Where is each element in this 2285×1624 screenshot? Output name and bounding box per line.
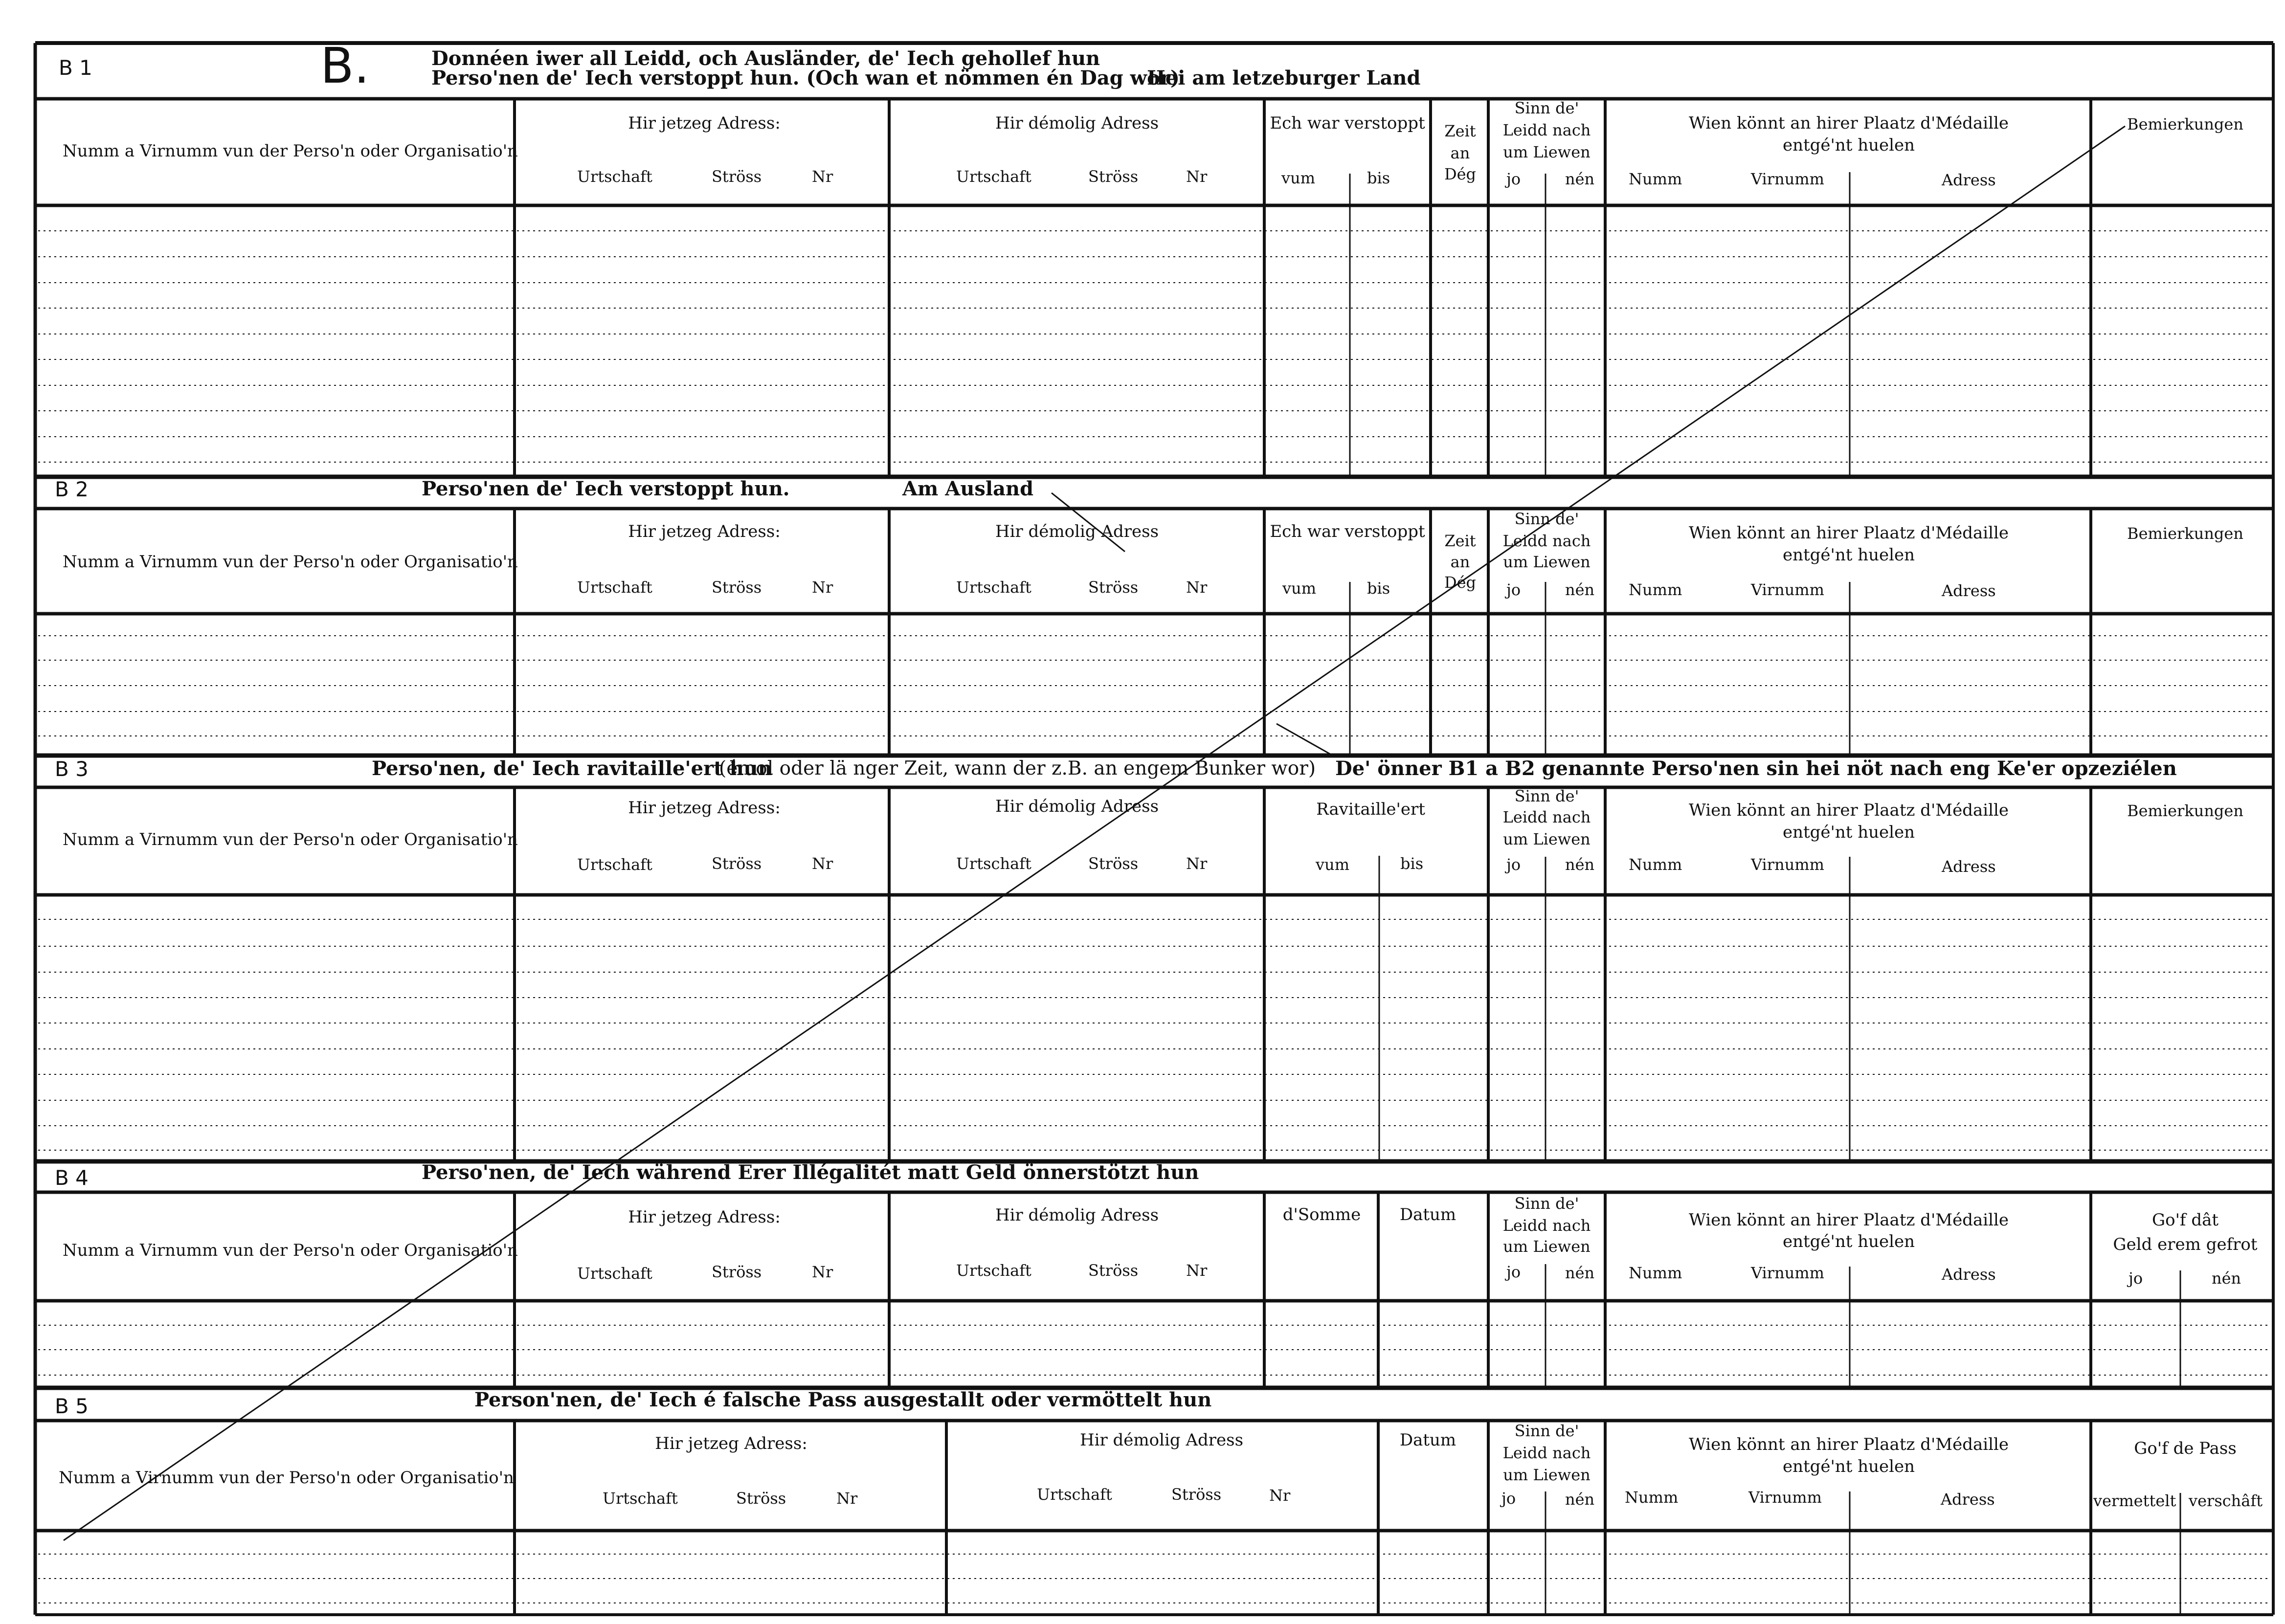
b2-remarks: Bemierkungen — [2127, 524, 2243, 543]
b4-gift-no: nén — [2212, 1269, 2241, 1288]
b4-current-number: Nr — [812, 1263, 833, 1281]
b5-mediated: vermettelt — [2093, 1491, 2176, 1510]
b1-former-street: Ströss — [1088, 167, 1139, 186]
b2-risk-line2: Leidd nach — [1502, 532, 1591, 550]
b4-name-column-header: Numm a Virnumm vun der Perso'n oder Organisatio'n — [63, 1241, 518, 1260]
b3-no: nén — [1565, 855, 1595, 874]
b4-former-number: Nr — [1186, 1261, 1208, 1280]
b2-to: bis — [1367, 579, 1390, 598]
b5-former-place: Urtschaft — [1037, 1485, 1112, 1504]
b3-to: bis — [1400, 854, 1424, 873]
b5-former-address-header: Hir démolig Adress — [1079, 1430, 1244, 1450]
b5-medal-line2: entgé'nt huelen — [1782, 1457, 1915, 1476]
b5-name-column-header: Numm a Virnumm vun der Perso'n oder Organisatio'n — [59, 1468, 514, 1488]
b2-former-address-header: Hir démolig Adress — [995, 522, 1159, 541]
b4-first-name: Numm — [1629, 1264, 1682, 1282]
section-b5-title-line1: Person'nen, de' Iech é falsche Pass ausgestallt oder vermöttelt hun — [474, 1388, 1212, 1411]
b3-former-number: Nr — [1186, 854, 1208, 873]
b5-pass-header: Go'f de Pass — [2134, 1439, 2237, 1458]
b1-medal-line1: Wien könnt an hirer Plaatz d'Médaille — [1688, 113, 2009, 133]
b1-former-place: Urtschaft — [956, 167, 1031, 186]
b4-gift-line1: Go'f dât — [2151, 1210, 2219, 1230]
section-b4-title-line1: Perso'nen, de' Iech während Erer Illégalitét matt Geld önnerstötzt hun — [422, 1161, 1199, 1184]
b5-risk-line1: Sinn de' — [1514, 1422, 1579, 1440]
b3-risk-line2: Leidd nach — [1502, 808, 1591, 826]
b4-current-address-header: Hir jetzeg Adress: — [628, 1207, 781, 1227]
section-b3-title-line2: (émol oder lä nger Zeit, wann der z.B. an engem Bunker wor) — [719, 757, 1316, 779]
b1-no: nén — [1565, 170, 1595, 188]
b1-last-name: Virnumm — [1751, 170, 1824, 188]
b5-former-number: Nr — [1269, 1486, 1291, 1505]
b1-yes: jo — [1506, 170, 1521, 188]
b1-current-place: Urtschaft — [577, 167, 652, 186]
b3-former-place: Urtschaft — [956, 854, 1031, 873]
b5-yes: jo — [1501, 1489, 1516, 1508]
b2-risk-line3: um Liewen — [1503, 553, 1591, 571]
b4-yes: jo — [1506, 1263, 1521, 1281]
b2-current-number: Nr — [812, 578, 833, 597]
b4-former-address-header: Hir démolig Adress — [995, 1205, 1159, 1225]
b1-time-line2: an — [1450, 144, 1470, 162]
section-b5-label: B 5 — [55, 1394, 89, 1418]
b4-sum-header: d'Somme — [1282, 1205, 1361, 1224]
b2-hidden-header: Ech war verstoppt — [1270, 522, 1425, 541]
b5-medal-line1: Wien könnt an hirer Plaatz d'Médaille — [1688, 1435, 2009, 1454]
b4-risk-line2: Leidd nach — [1502, 1216, 1591, 1235]
b2-current-address-header: Hir jetzeg Adress: — [628, 522, 781, 541]
section-b2-label: B 2 — [55, 477, 89, 501]
b1-time-line3: Dég — [1444, 165, 1477, 183]
b2-medal-line2: entgé'nt huelen — [1782, 545, 1915, 565]
b5-current-number: Nr — [836, 1489, 858, 1508]
b5-risk-line3: um Liewen — [1503, 1466, 1591, 1484]
b2-time-line3: Dég — [1444, 573, 1477, 592]
b4-date-header: Datum — [1399, 1205, 1456, 1224]
b5-current-address-header: Hir jetzeg Adress: — [655, 1434, 807, 1453]
b5-current-street: Ströss — [736, 1489, 786, 1508]
b3-former-street: Ströss — [1088, 854, 1139, 873]
section-b1-label: B 1 — [59, 56, 92, 80]
b5-last-name: Virnumm — [1748, 1488, 1822, 1507]
section-b3-title-line1: Perso'nen, de' Iech ravitaille'ert hun — [372, 757, 772, 780]
b4-risk-line1: Sinn de' — [1514, 1194, 1579, 1213]
b1-hidden-header: Ech war verstoppt — [1270, 113, 1425, 133]
b4-medal-line2: entgé'nt huelen — [1782, 1232, 1915, 1251]
b2-from: vum — [1282, 579, 1317, 598]
b3-address: Adress — [1942, 857, 1996, 876]
section-b3-title-line3: De' önner B1 a B2 genannte Perso'nen sin hei nöt nach eng Ke'er opzeziélen — [1335, 757, 2177, 780]
b2-current-place: Urtschaft — [577, 578, 652, 597]
b1-current-number: Nr — [812, 167, 833, 186]
b1-address: Adress — [1942, 171, 1996, 189]
b4-medal-line1: Wien könnt an hirer Plaatz d'Médaille — [1688, 1210, 2009, 1230]
section-b2-title-line2: Am Ausland — [902, 477, 1034, 500]
b3-current-street: Ströss — [712, 854, 762, 873]
b2-address: Adress — [1942, 581, 1996, 600]
b3-risk-line1: Sinn de' — [1514, 787, 1579, 805]
section-b4-label: B 4 — [55, 1166, 89, 1190]
b2-former-street: Ströss — [1088, 578, 1139, 597]
b2-former-number: Nr — [1186, 578, 1208, 597]
pen-mark — [1277, 724, 1333, 756]
b2-current-street: Ströss — [712, 578, 762, 597]
b4-former-place: Urtschaft — [956, 1261, 1031, 1280]
b2-last-name: Virnumm — [1751, 580, 1824, 599]
b5-date-header: Datum — [1399, 1430, 1456, 1450]
b3-remarks: Bemierkungen — [2127, 801, 2243, 820]
b1-time-line1: Zeit — [1444, 122, 1476, 140]
b4-no: nén — [1565, 1264, 1595, 1282]
b5-procured: verschâft — [2189, 1491, 2263, 1510]
b3-medal-line2: entgé'nt huelen — [1782, 823, 1915, 842]
b4-risk-line3: um Liewen — [1503, 1237, 1591, 1256]
b4-current-place: Urtschaft — [577, 1264, 652, 1283]
b2-name-column-header: Numm a Virnumm vun der Perso'n oder Organisatio'n — [63, 552, 518, 572]
b4-address: Adress — [1942, 1265, 1996, 1284]
b3-first-name: Numm — [1629, 855, 1682, 874]
b1-from: vum — [1281, 169, 1316, 187]
b2-time-line1: Zeit — [1444, 532, 1476, 550]
b4-current-street: Ströss — [712, 1263, 762, 1281]
b2-yes: jo — [1506, 580, 1521, 599]
b3-risk-line3: um Liewen — [1503, 830, 1591, 848]
b3-yes: jo — [1506, 855, 1521, 874]
b3-last-name: Virnumm — [1751, 855, 1824, 874]
b5-first-name: Numm — [1625, 1488, 1679, 1507]
b1-risk-line3: um Liewen — [1503, 143, 1591, 161]
b3-from: vum — [1316, 855, 1350, 874]
b3-former-address-header: Hir démolig Adress — [995, 797, 1159, 816]
b4-gift-line2: Geld erem gefrot — [2113, 1235, 2258, 1254]
b3-name-column-header: Numm a Virnumm vun der Perso'n oder Organisatio'n — [63, 830, 518, 849]
b1-former-address-header: Hir démolig Adress — [995, 113, 1159, 133]
b5-no: nén — [1565, 1490, 1595, 1509]
section-b1-title-line1: Donnéen iwer all Leidd, och Ausländer, de' Iech gehollef hun — [431, 47, 1100, 70]
section-b1-title-line2: Perso'nen de' Iech verstoppt hun. (Och wan et nömmen én Dag wor) — [431, 67, 1180, 89]
b2-time-line2: an — [1450, 553, 1470, 571]
b4-former-street: Ströss — [1088, 1261, 1139, 1280]
b2-former-place: Urtschaft — [956, 578, 1031, 597]
b1-risk-line2: Leidd nach — [1502, 121, 1591, 139]
section-b3-label: B 3 — [55, 757, 89, 781]
b1-name-column-header: Numm a Virnumm vun der Perso'n oder Organisatio'n — [63, 141, 518, 161]
b5-risk-line2: Leidd nach — [1502, 1444, 1591, 1462]
section-b1-title-line3: Hei am letzeburger Land — [1147, 67, 1421, 89]
b1-former-number: Nr — [1186, 167, 1208, 186]
b3-current-number: Nr — [812, 854, 833, 873]
section-b2-title-line1: Perso'nen de' Iech verstoppt hun. — [422, 477, 790, 500]
b3-supplied-header: Ravitaille'ert — [1316, 800, 1425, 819]
b5-current-place: Urtschaft — [603, 1489, 678, 1508]
b1-remarks: Bemierkungen — [2127, 115, 2243, 133]
b1-risk-line1: Sinn de' — [1514, 99, 1579, 117]
b4-last-name: Virnumm — [1751, 1264, 1824, 1282]
form-letter: B. — [320, 37, 370, 94]
b1-current-street: Ströss — [712, 167, 762, 186]
b1-medal-line2: entgé'nt huelen — [1782, 135, 1915, 155]
b3-current-place: Urtschaft — [577, 855, 652, 874]
b1-current-address-header: Hir jetzeg Adress: — [628, 113, 781, 133]
b2-first-name: Numm — [1629, 580, 1682, 599]
b2-risk-line1: Sinn de' — [1514, 510, 1579, 528]
b2-no: nén — [1565, 580, 1595, 599]
b3-current-address-header: Hir jetzeg Adress: — [628, 798, 781, 818]
b5-address: Adress — [1941, 1490, 1995, 1509]
b2-medal-line1: Wien könnt an hirer Plaatz d'Médaille — [1688, 523, 2009, 543]
b5-former-street: Ströss — [1171, 1485, 1222, 1504]
b1-to: bis — [1367, 169, 1390, 187]
b3-medal-line1: Wien könnt an hirer Plaatz d'Médaille — [1688, 801, 2009, 820]
b1-first-name: Numm — [1629, 170, 1682, 188]
b4-gift-yes: jo — [2128, 1269, 2143, 1288]
